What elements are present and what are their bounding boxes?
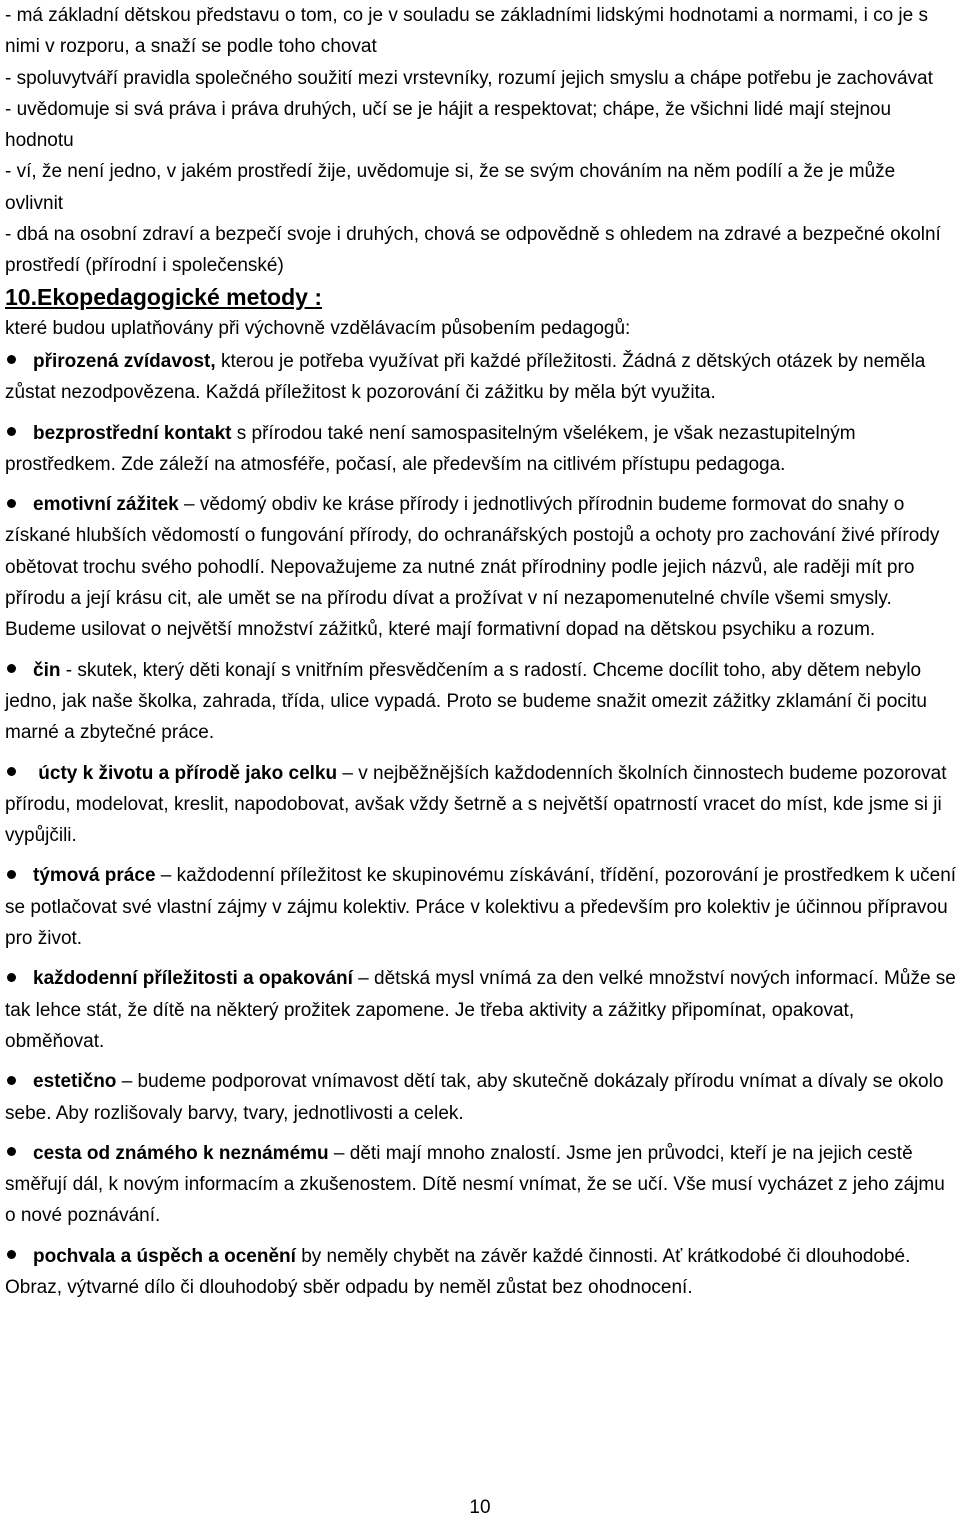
method-item (5, 1138, 958, 1232)
method-term: cesta od známého k neznámému (33, 1142, 329, 1164)
method-text: – budeme podporovat vnímavost dětí tak, aby skutečně dokázaly přírodu vnímat a dívaly se okolo sebe. Aby rozlišovaly barvy, tvary, jednotlivosti a celek. (5, 1071, 944, 1124)
bullet-icon (7, 499, 16, 508)
method-text: kterou je potřeba využívat při každé příležitosti. Žádná z dětských otázek by neměla zůstat nezodpovězena. Každá příležitost k pozorování či zážitku by měla být využita. (5, 350, 926, 404)
method-text: – vědomý obdiv ke kráse přírody i jednotlivých přírodnin budeme formovat do snahy o získané hlubších vědomostí o fungování přírody, do ochranářských postojů a ochoty pro zachování živé přírody obětovat trochu svého pohodlí. Nepovažujeme za nutné znát přírodniny podle jejich názvů, ale raději mít pro přírodu a její krásu cit, ale umět se na přírodu dívat a prožívat v ní nezapomenutelné chvíle všemi smysly. Budeme usilovat o největší množství zážitků, které mají formativní dopad na dětskou psychiku a rozum. (5, 494, 940, 641)
method-text: by neměly chybět na závěr každé činnosti. Ať krátkodobé či dlouhodobé. Obraz, výtvarné dílo či dlouhodobý sběr odpadu by neměl zůstat bez ohodnocení. (5, 1245, 911, 1298)
method-text: – každodenní příležitost ke skupinovému získávání, třídění, pozorování je prostředkem k učení se potlačovat své vlastní zájmy v zájmu kolektiv. Práce v kolektivu a především pro kolektiv je účinnou přípravou pro život. (5, 865, 957, 950)
method-term: emotivní zážitek (33, 494, 179, 516)
section-subheading: které budou uplatňovány při výchovně vzdělávacím působením pedagogů: (5, 317, 631, 339)
bullet-icon (7, 767, 16, 776)
intro-line: - dbá na osobní zdraví a bezpečí svoje i druhých, chová se odpovědně s ohledem na zdravé a bezpečné okolní prostředí (přírodní i společenské) (5, 224, 941, 277)
bullet-icon (7, 1147, 16, 1156)
method-item (5, 963, 958, 1057)
method-term: týmová práce (33, 865, 156, 887)
method-text: – v nejběžnějších každodenních školních činnostech budeme pozorovat přírodu, modelovat, kreslit, napodobovat, avšak vždy šetrně a s největší opatrností vracet do míst, kde jsme si ji vypůjčili. (5, 762, 947, 847)
method-term: bezprostřední kontakt (33, 422, 232, 444)
method-item (5, 758, 958, 852)
method-term: přirozená zvídavost, (33, 350, 216, 372)
method-term: každodenní příležitosti a opakování (33, 968, 353, 990)
bullet-icon (7, 1076, 16, 1085)
method-text: s přírodou také není samospasitelným všelékem, je však nezastupitelným prostředkem. Zde záleží na atmosféře, počasí, ale především na citlivém přístupu pedagoga. (5, 422, 856, 475)
bullet-icon (7, 870, 16, 879)
section-heading: 10.Ekopedagogické metody : (5, 283, 322, 310)
intro-line: - má základní dětskou představu o tom, co je v souladu se základními lidskými hodnotami a normami, i co je s nimi v rozporu, a snaží se podle toho chovat (5, 5, 928, 58)
method-term: úcty k životu a přírodě jako celku (33, 762, 338, 784)
method-item (5, 418, 958, 481)
method-item (5, 860, 958, 954)
method-item (5, 489, 958, 645)
method-term: pochvala a úspěch a ocenění (33, 1245, 296, 1267)
intro-line: - spoluvytváří pravidla společného soužití mezi vrstevníky, rozumí jejich smyslu a chápe potřebu je zachovávat (5, 67, 933, 89)
intro-line: - ví, že není jedno, v jakém prostředí žije, uvědomuje si, že se svým chováním na něm podílí a že je může ovlivnit (5, 161, 896, 214)
bullet-icon (7, 973, 16, 982)
method-item (5, 346, 958, 409)
bullet-icon (7, 664, 16, 673)
method-term: čin (33, 659, 61, 681)
bullet-icon (7, 355, 16, 364)
page-number: 10 (469, 1497, 491, 1518)
method-term: estetično (33, 1071, 117, 1093)
method-text: – dětská mysl vnímá za den velké množství nových informací. Může se tak lehce stát, že dítě na některý prožitek zapomene. Je třeba aktivity a zážitky připomínat, opakovat, obměňovat. (5, 968, 956, 1052)
method-item (5, 1241, 958, 1304)
method-item (5, 655, 958, 749)
intro-line: - uvědomuje si svá práva i práva druhých, učí se je hájit a respektovat; chápe, že všichni lidé mají stejnou hodnotu (5, 98, 892, 152)
bullet-icon (7, 427, 16, 436)
document-page (5, 0, 958, 1303)
bullet-icon (7, 1250, 16, 1259)
method-item (5, 1066, 958, 1129)
method-text: – děti mají mnoho znalostí. Jsme jen průvodci, kteří je na jejich cestě směřují dál, k novým informacím a zkušenostem. Dítě nesmí vnímat, že se učí. Vše musí vycházet z jeho zájmu o nové poznávání. (5, 1142, 945, 1227)
method-text: - skutek, který děti konají s vnitřním přesvědčením a s radostí. Chceme docílit toho, aby dětem nebylo jedno, jak naše školka, zahrada, třída, ulice vypadá. Proto se budeme snažit omezit zážitky zklamání či pocitu marné a zbytečné práce. (5, 659, 927, 744)
